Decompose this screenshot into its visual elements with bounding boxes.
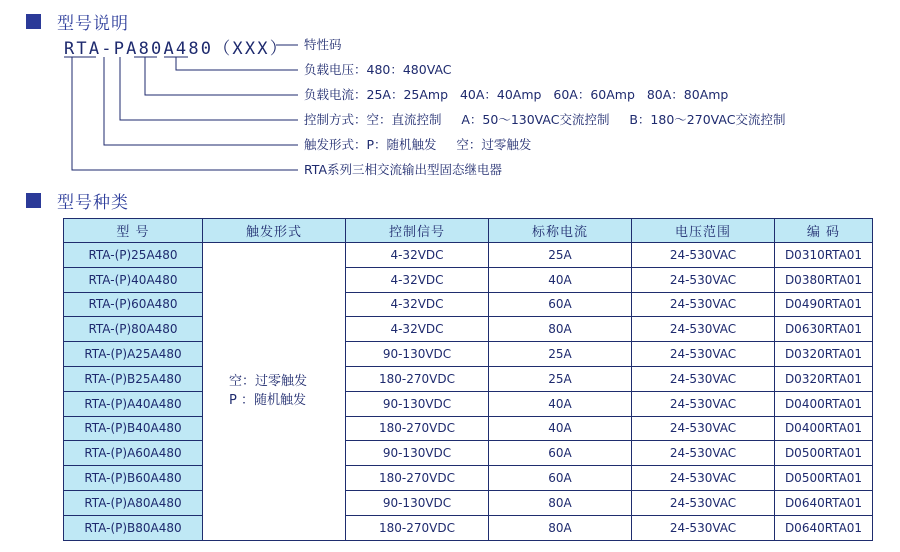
cell-voltage-range: 24-530VAC [632,342,775,367]
cell-code: D0630RTA01 [775,317,873,342]
cell-control-signal: 90-130VDC [346,342,489,367]
square-bullet-icon [26,193,41,208]
cell-rated-current: 60A [489,292,632,317]
cell-model: RTA-(P)A80A480 [64,490,203,515]
table-row [64,317,873,342]
cell-control-signal: 90-130VDC [346,391,489,416]
cell-code: D0640RTA01 [775,490,873,515]
cell-rated-current: 80A [489,515,632,540]
trigger-line: P ：随机触发 [229,393,306,409]
cell-model: RTA-(P)B60A480 [64,466,203,491]
cell-control-signal: 180-270VDC [346,366,489,391]
desc-control-mode: 控制方式：空：直流控制 A：50～130VAC交流控制 B：180～270VAC交流控制 [304,112,786,127]
header-control-signal: 控制信号 [346,219,489,243]
cell-rated-current: 40A [489,391,632,416]
cell-model: RTA-(P)80A480 [64,317,203,342]
cell-code: D0400RTA01 [775,416,873,441]
cell-voltage-range: 24-530VAC [632,466,775,491]
cell-code: D0310RTA01 [775,243,873,268]
connector-line [72,57,298,170]
desc-load-voltage: 负载电压：480：480VAC [304,62,452,77]
cell-control-signal: 180-270VDC [346,466,489,491]
cell-rated-current: 60A [489,466,632,491]
cell-code: D0400RTA01 [775,391,873,416]
cell-code: D0640RTA01 [775,515,873,540]
cell-voltage-range: 24-530VAC [632,366,775,391]
cell-voltage-range: 24-530VAC [632,292,775,317]
table-row [64,391,873,416]
cell-voltage-range: 24-530VAC [632,391,775,416]
cell-rated-current: 25A [489,342,632,367]
cell-rated-current: 25A [489,243,632,268]
cell-control-signal: 4-32VDC [346,267,489,292]
cell-model: RTA-(P)60A480 [64,292,203,317]
cell-model: RTA-(P)A40A480 [64,391,203,416]
table-row [64,466,873,491]
cell-rated-current: 60A [489,441,632,466]
cell-code: D0500RTA01 [775,466,873,491]
header-rated-current: 标称电流 [489,219,632,243]
desc-load-current: 负载电流：25A：25Amp 40A：40Amp 60A：60Amp 80A：80Amp [304,87,729,102]
model-code: RTA-PA80A480（XXX） [64,39,289,59]
table-row [64,366,873,391]
table-row [64,342,873,367]
cell-control-signal: 90-130VDC [346,441,489,466]
section-title-text: 型号说明 [57,13,129,34]
cell-model: RTA-(P)B80A480 [64,515,203,540]
cell-voltage-range: 24-530VAC [632,441,775,466]
trigger-line: 空：过零触发 [229,374,308,390]
cell-voltage-range: 24-530VAC [632,243,775,268]
cell-model: RTA-(P)B25A480 [64,366,203,391]
cell-model: RTA-(P)B40A480 [64,416,203,441]
section-title-text: 型号种类 [57,192,129,213]
cell-code: D0500RTA01 [775,441,873,466]
table-row [64,243,873,268]
cell-control-signal: 180-270VDC [346,515,489,540]
header-trigger: 触发形式 [203,219,346,243]
cell-control-signal: 180-270VDC [346,416,489,441]
table-header-row [64,219,873,243]
connector-line [145,57,298,95]
cell-model: RTA-(P)A60A480 [64,441,203,466]
cell-voltage-range: 24-530VAC [632,317,775,342]
table-row [64,490,873,515]
connector-line [120,57,298,120]
cell-model: RTA-(P)A25A480 [64,342,203,367]
desc-feature-code: 特性码 [304,37,342,52]
cell-rated-current: 80A [489,317,632,342]
cell-voltage-range: 24-530VAC [632,267,775,292]
table-row [64,416,873,441]
cell-model: RTA-(P)25A480 [64,243,203,268]
header-model: 型 号 [64,219,203,243]
connector-line [176,57,298,70]
cell-code: D0320RTA01 [775,342,873,367]
cell-model: RTA-(P)40A480 [64,267,203,292]
cell-control-signal: 4-32VDC [346,317,489,342]
table-row [64,267,873,292]
cell-trigger-type [203,243,346,541]
cell-code: D0380RTA01 [775,267,873,292]
cell-code: D0490RTA01 [775,292,873,317]
header-voltage-range: 电压范围 [632,219,775,243]
cell-control-signal: 90-130VDC [346,490,489,515]
section-title-model-types [26,188,129,212]
cell-code: D0320RTA01 [775,366,873,391]
cell-voltage-range: 24-530VAC [632,515,775,540]
header-code: 编 码 [775,219,873,243]
cell-voltage-range: 24-530VAC [632,490,775,515]
cell-control-signal: 4-32VDC [346,243,489,268]
table-row [64,292,873,317]
cell-control-signal: 4-32VDC [346,292,489,317]
model-table [63,218,873,541]
desc-series: RTA系列三相交流输出型固态继电器 [304,162,502,177]
cell-rated-current: 40A [489,267,632,292]
cell-rated-current: 80A [489,490,632,515]
desc-trigger-type: 触发形式：P：随机触发 空：过零触发 [304,137,532,152]
table-row [64,441,873,466]
cell-voltage-range: 24-530VAC [632,416,775,441]
cell-rated-current: 40A [489,416,632,441]
cell-rated-current: 25A [489,366,632,391]
table-row [64,515,873,540]
